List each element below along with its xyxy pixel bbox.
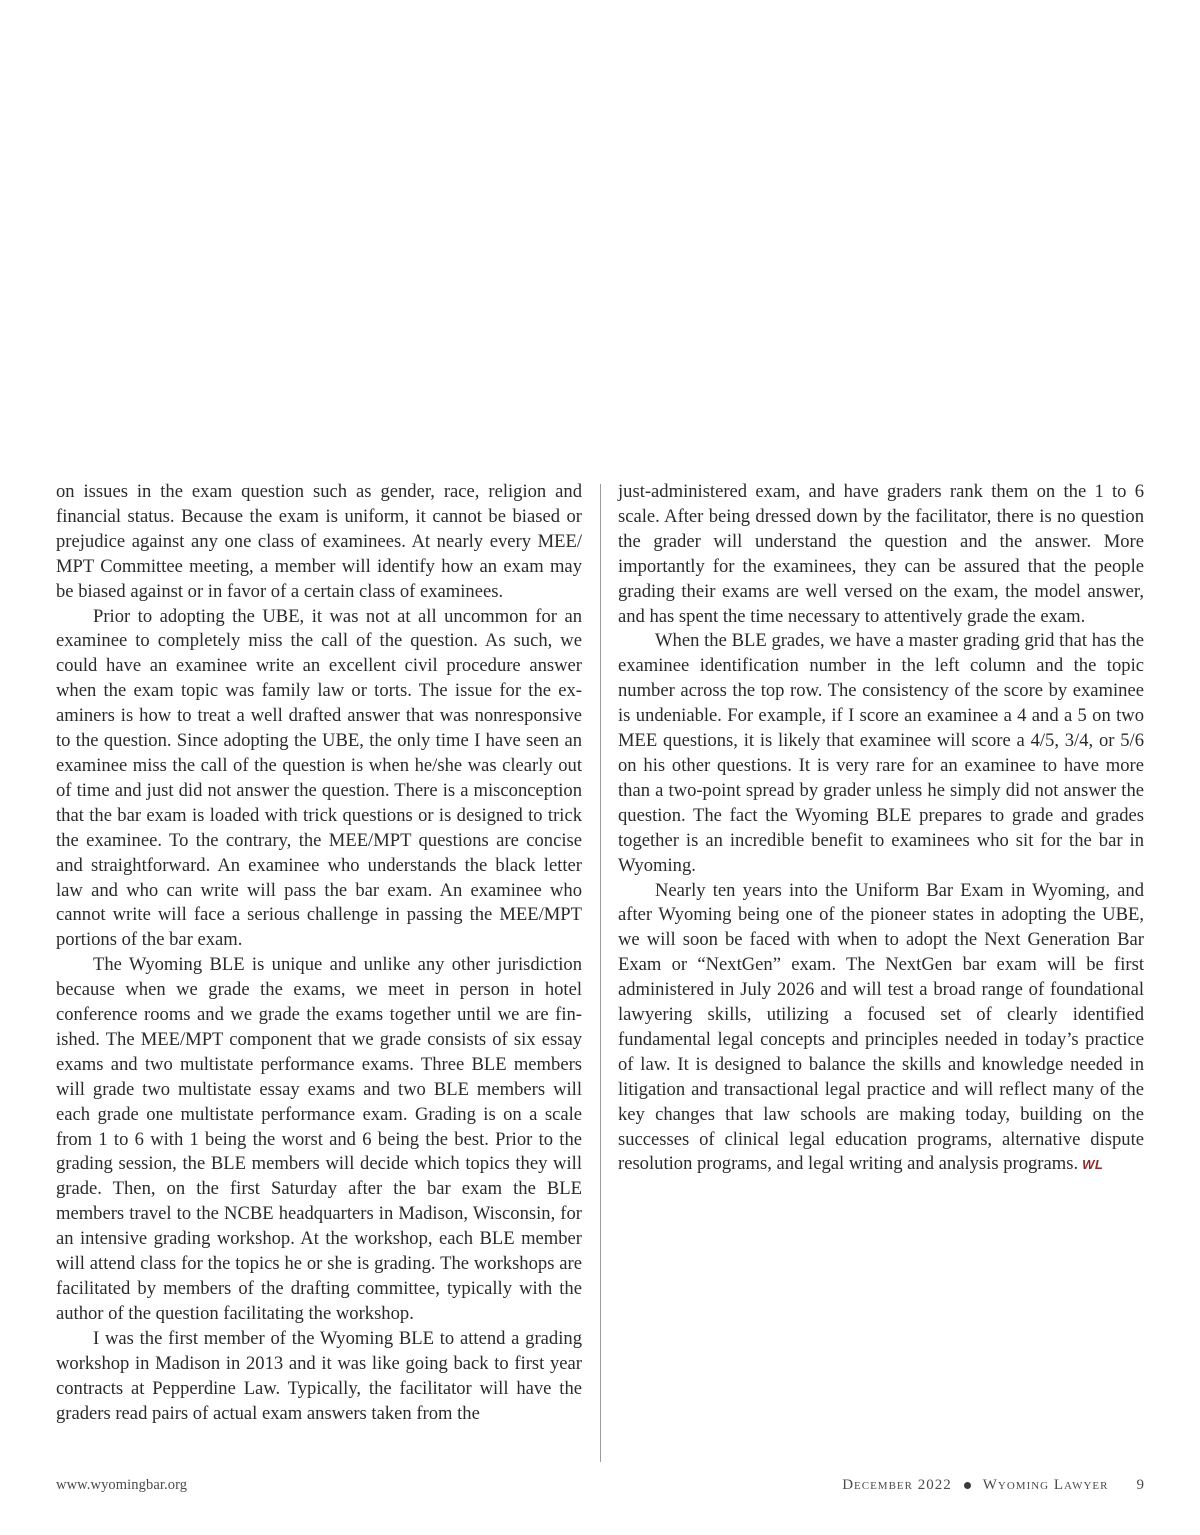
column-divider (600, 484, 601, 1462)
paragraph: Prior to adopting the UBE, it was not at all uncommon for an examinee to completely miss the call of the question. As such, we could have an examinee write an excellent civil procedure answer when the exam topic was family law or torts. The issue for the examiners is how to treat a well drafted answer that was nonresponsive to the question. Since adopting the UBE, the only time I have seen an examinee miss the call of the question is when he/she was clearly out of time and just did not answer the question. There is a misconception that the bar exam is loaded with trick questions or is designed to trick the examinee. To the contrary, the MEE/​MPT questions are concise and straightforward. An examinee who understands the black letter law and who can write will pass the bar exam. An examinee who cannot write will face a serious challenge in passing the MEE/MPT portions of the bar exam. (56, 605, 582, 951)
publication-name: Wyoming Lawyer (982, 1477, 1109, 1493)
footer-website: www.wyomingbar.org (56, 1477, 188, 1493)
paragraph: on issues in the exam question such as gender, race, religion and financial status. Because the exam is uniform, it cannot be biased or prejudice against any one class of examinees. At nearly every MEE/​MPT Committee meeting, a member will identify how an exam may be biased against or in favor of a certain class of examinees. (56, 481, 582, 602)
page-number: 9 (1136, 1477, 1144, 1493)
right-column (618, 480, 1144, 1178)
paragraph: just-administered exam, and have graders rank them on the 1 to 6 scale. After being dressed down by the facilitator, there is no question the grader will understand the question and the answer. More importantly for the examinees, they can be assured that the people grading their exams are well versed on the exam, the model answer, and has spent the time necessary to attentively grade the exam. (618, 481, 1144, 627)
issue-date: December 2022 (842, 1477, 952, 1493)
end-mark-logo: WL (1082, 1157, 1104, 1173)
footer-issue-info (842, 1477, 1144, 1494)
left-column (56, 480, 582, 1426)
paragraph-final (618, 879, 1144, 1179)
paragraph: I was the first member of the Wyoming BLE to attend a grading workshop in Madison in 2013 and it was like going back to first year contracts at Pepperdine Law. Typically, the facilitator will have the graders read pairs of actual exam answers taken from the (56, 1327, 582, 1424)
bullet-separator-icon (964, 1482, 971, 1489)
paragraph-text: Nearly ten years into the Uniform Bar Exam in Wyoming, and after Wyoming being one of the pioneer states in adopting the UBE, we will soon be faced with when to adopt the Next Generation Bar Exam or “NextGen” exam. The NextGen bar exam will be first administered in July 2026 and will test a broad range of foundational lawyering skills, utilizing a focused set of clearly identified fundamental legal concepts and principles needed in today’s practice of law. It is designed to balance the skills and knowledge needed in litigation and transactional legal practice and will reflect many of the key changes that law schools are making today, building on the successes of clinical legal education programs, alternative dispute resolution programs, and legal writing and analysis programs. (618, 879, 1144, 1175)
paragraph: When the BLE grades, we have a master grading grid that has the examinee identification number in the left column and the topic number across the top row. The consistency of the score by examinee is undeniable. For example, if I score an examinee a 4 and a 5 on two MEE questions, it is likely that examinee will score a 4/5, 3/4, or 5/6 on his other questions. It is very rare for an examinee to have more than a two-point spread by grader unless he simply did not answer the question. The fact the Wyoming BLE prepares to grade and grades together is an incredible benefit to examinees who sit for the bar in Wyoming. (618, 630, 1144, 876)
paragraph: The Wyoming BLE is unique and unlike any other jurisdiction because when we grade the exams, we meet in person in hotel conference rooms and we grade the exams together until we are finished. The MEE/MPT component that we grade consists of six essay exams and two multistate performance exams. Three BLE members will grade two multistate essay exams and two BLE members will each grade one multistate performance exam. Grading is on a scale from 1 to 6 with 1 being the worst and 6 being the best. Prior to the grading session, the BLE members will decide which topics they will grade. Then, on the first Saturday after the bar exam the BLE members travel to the NCBE headquarters in Madison, Wisconsin, for an intensive grading workshop. At the workshop, each BLE member will attend class for the topics he or she is grading. The workshops are facilitated by members of the drafting committee, typically with the author of the question facilitating the workshop. (56, 954, 582, 1324)
